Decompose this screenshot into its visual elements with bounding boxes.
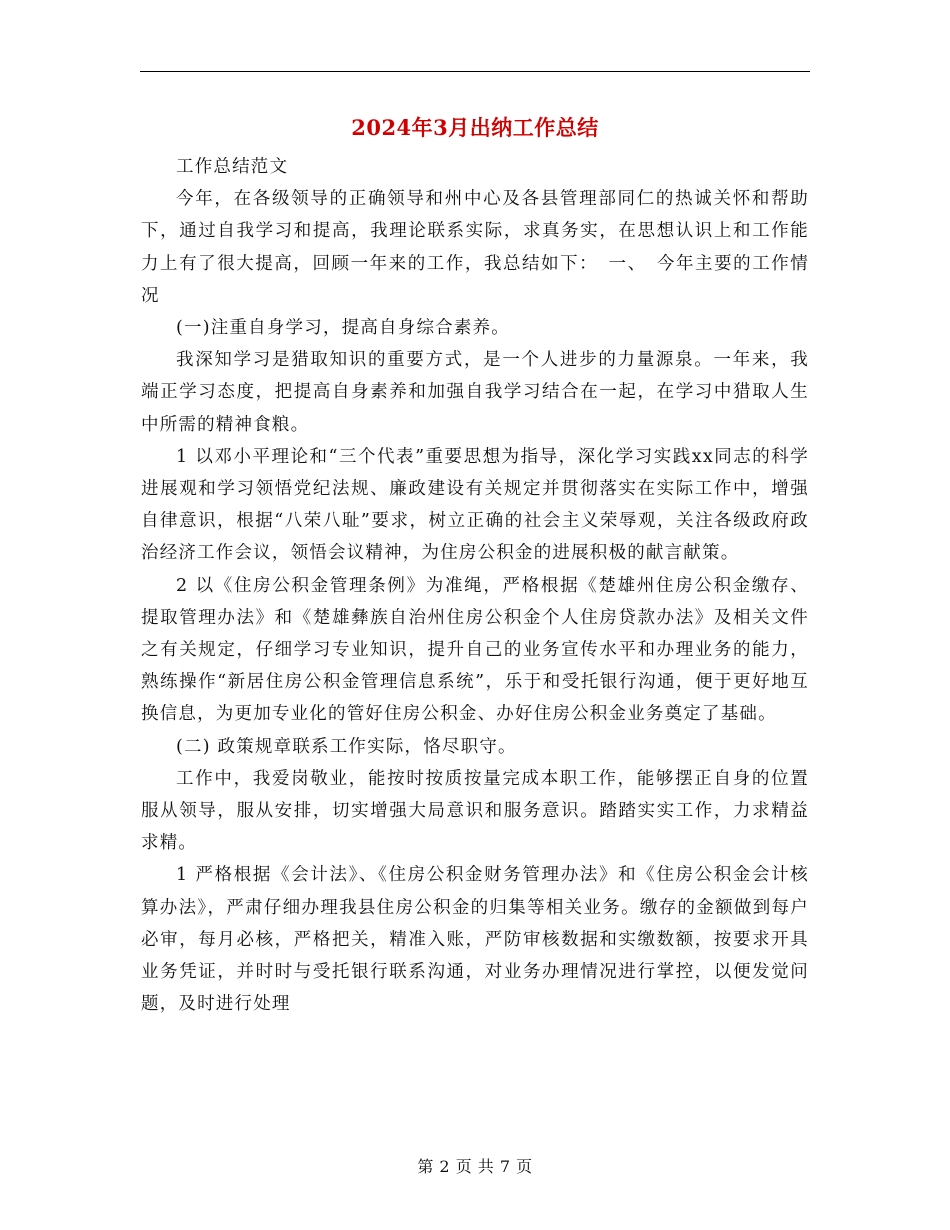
page-number: 第 2 页 共 7 页 (417, 1157, 533, 1176)
section-heading: (二) 政策规章联系工作实际，恪尽职守。 (176, 736, 517, 757)
list-item: 2 以《住房公积金管理条例》为准绳，严格根据《楚雄州住房公积金缴存、提取管理办法》和《楚雄彝族自治州住房公积金个人住房贷款办法》及相关文件之有关规定，仔细学习专业知识，提升自己的业务宣传水平和办理业务的能力，熟练操作“新居住房公积金管理信息系统”，乐于和受托银行沟通，便于更好地互换信息，为更加专业化的管好住房公积金、办好住房公积金业务奠定了基础。 (141, 575, 809, 725)
document-title: 2024年3月出纳工作总结 (351, 115, 599, 140)
header-rule (140, 71, 810, 72)
document-body (141, 151, 809, 1020)
paragraph-subtitle: 工作总结范文 (176, 157, 289, 177)
paragraph-intro: 今年，在各级领导的正确领导和州中心及各县管理部同仁的热诚关怀和帮助下，通过自我学习和提高，我理论联系实际，求真务实，在思想认识上和工作能力上有了很大提高，回顾一年来的工作，我总结如下： 一、 今年主要的工作情况 (141, 189, 809, 306)
list-item: 1 以邓小平理论和“三个代表”重要思想为指导，深化学习实践xx同志的科学进展观和学习领悟党纪法规、廉政建设有关规定并贯彻落实在实际工作中，增强自律意识，根据“八荣八耻”要求，树立正确的社会主义荣辱观，关注各级政府政治经济工作会议，领悟会议精神，为住房公积金的进展积极的献言献策。 (141, 446, 809, 564)
paragraph: 工作中，我爱岗敬业，能按时按质按量完成本职工作，能够摆正自身的位置服从领导，服从安排，切实增强大局意识和服务意识。踏踏实实工作，力求精益求精。 (141, 768, 809, 854)
list-item: 1 严格根据《会计法》、《住房公积金财务管理办法》和《住房公积金会计核算办法》，严肃仔细办理我县住房公积金的归集等相关业务。缴存的金额做到每户必审，每月必核，严格把关，精准入账，严防审核数据和实缴数额，按要求开具业务凭证，并时时与受托银行联系沟通，对业务办理情况进行掌控，以便发觉问题，及时进行处理 (141, 865, 809, 1015)
paragraph: 我深知学习是猎取知识的重要方式，是一个人进步的力量源泉。一年来，我端正学习态度，把提高自身素养和加强自我学习结合在一起，在学习中猎取人生中所需的精神食粮。 (141, 350, 809, 435)
section-heading: (一)注重自身学习，提高自身综合素养。 (176, 318, 510, 339)
